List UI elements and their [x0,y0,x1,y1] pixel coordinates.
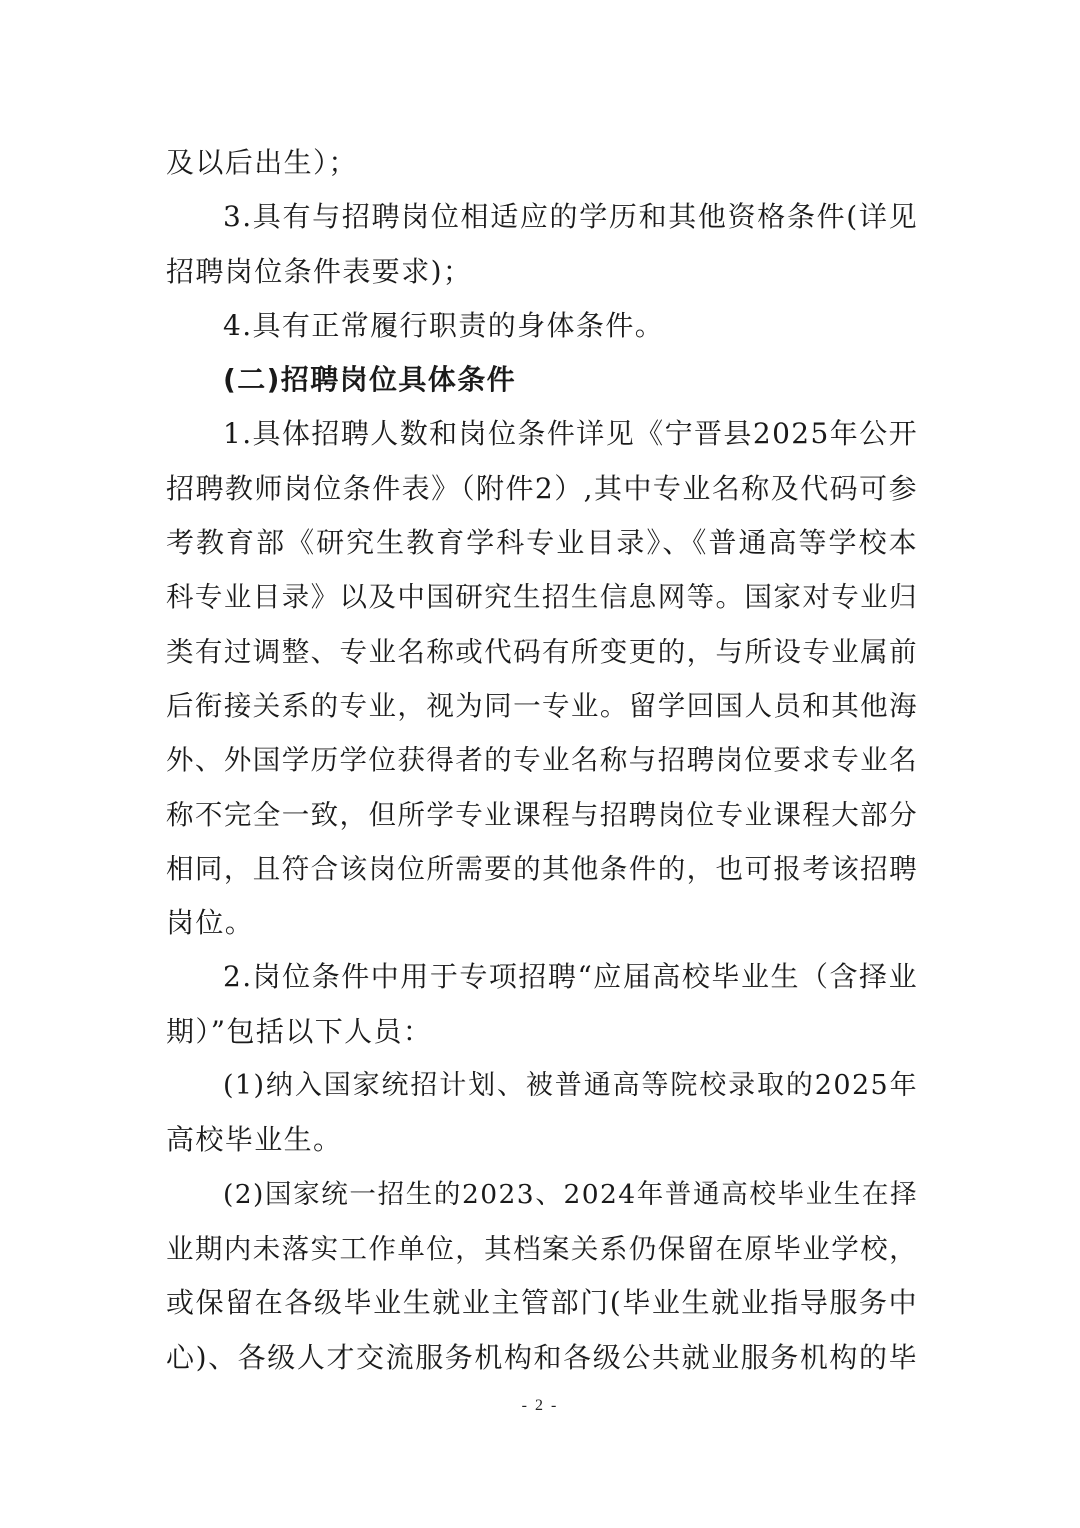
page-number: - 2 - [521,1397,559,1414]
text-line: 或保留在各级毕业生就业主管部门(毕业生就业指导服务中 [166,1286,918,1320]
body-text [166,136,918,1385]
text-line: 4.具有正常履行职责的身体条件。 [223,308,665,342]
text-line: (2)国家统一招生的2023、2024年普通高校毕业生在择 [223,1178,918,1210]
text-line: 3.具有与招聘岗位相适应的学历和其他资格条件(详见 [223,200,918,234]
text-line: 类有过调整、专业名称或代码有所变更的，与所设专业属前 [166,635,918,668]
text-line: 相同，且符合该岗位所需要的其他条件的，也可报考该招聘 [166,852,918,885]
text-line: 2.岗位条件中用于专项招聘“应届高校毕业生（含择业 [223,960,918,994]
text-line: 高校毕业生。 [166,1123,343,1157]
text-line: 称不完全一致，但所学专业课程与招聘岗位专业课程大部分 [166,798,918,831]
text-line: 期）”包括以下人员： [166,1014,433,1048]
text-line: 1.具体招聘人数和岗位条件详见《宁晋县2025年公开 [223,417,918,451]
text-line: 招聘岗位条件表要求)； [166,254,473,288]
text-line: 及以后出生）； [166,146,358,179]
text-line: 业期内未落实工作单位，其档案关系仍保留在原毕业学校， [166,1232,918,1265]
section-heading: (二)招聘岗位具体条件 [223,363,516,397]
text-line: 心)、各级人才交流服务机构和各级公共就业服务机构的毕 [166,1340,918,1374]
text-line: 外、外国学历学位获得者的专业名称与招聘岗位要求专业名 [166,744,918,777]
text-line: 招聘教师岗位条件表》（附件2）,其中专业名称及代码可参 [166,471,918,505]
text-line: (1)纳入国家统招计划、被普通高等院校录取的2025年 [223,1070,918,1102]
text-line: 考教育部《研究生教育学科专业目录》、《普通高等学校本 [166,526,918,560]
text-line: 岗位。 [166,906,255,940]
text-line: 科专业目录》以及中国研究生招生信息网等。国家对专业归 [166,581,918,614]
text-line: 后衔接关系的专业，视为同一专业。留学回国人员和其他海 [166,689,918,722]
